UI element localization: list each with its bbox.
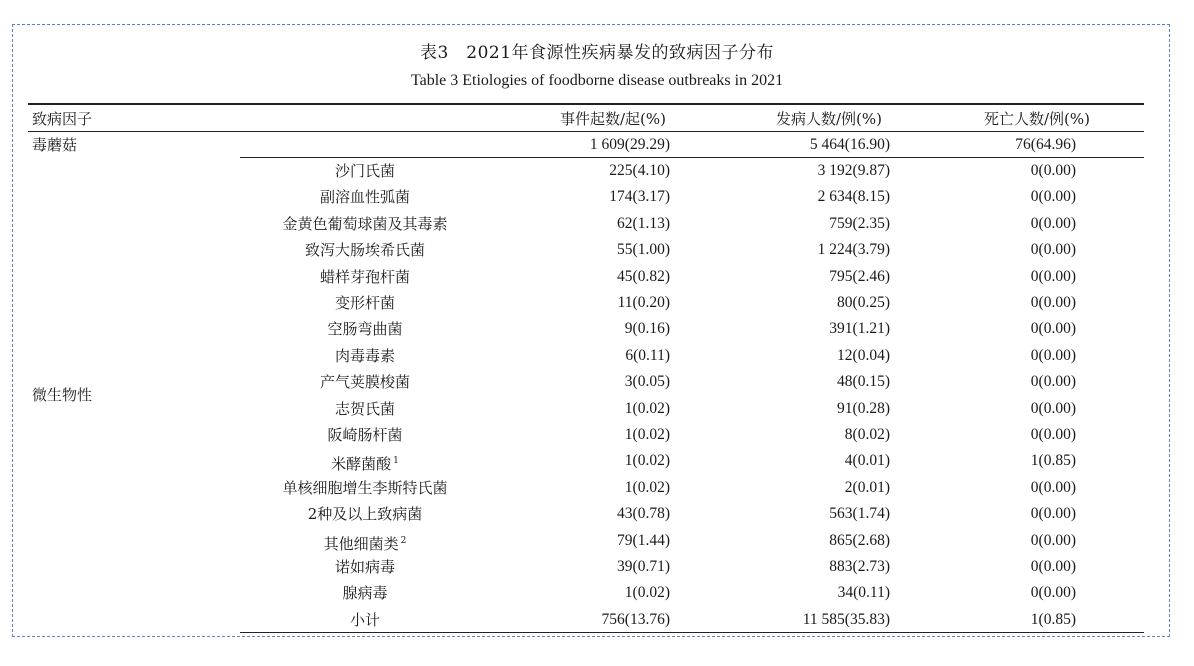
row-events: 45(0.82) (617, 267, 670, 285)
row-name (240, 319, 490, 339)
row-name (240, 187, 490, 207)
row-name-text: 变形杆菌 (334, 294, 395, 312)
row-deaths: 0(0.00) (1030, 478, 1076, 496)
row-name (240, 478, 490, 498)
footnote-marker: 1 (393, 456, 399, 467)
row-deaths: 0(0.00) (1030, 399, 1076, 417)
row-name (240, 583, 490, 603)
row-events: 225(4.10) (609, 162, 670, 179)
row-name-text: 腺病毒 (342, 584, 388, 603)
row-name-text: 金黄色葡萄球菌及其毒素 (282, 214, 448, 233)
row-name (240, 557, 490, 577)
row-events: 3(0.05) (624, 373, 670, 391)
mushroom-events: 1 609(29.29) (589, 136, 670, 153)
row-deaths: 0(0.00) (1030, 188, 1076, 206)
row-events: 1(0.02) (624, 399, 670, 417)
header-events: 事件起数/起(%) (560, 110, 667, 128)
row-cases: 865(2.68) (829, 531, 890, 549)
row-events: 62(1.13) (617, 214, 670, 232)
row-deaths: 0(0.00) (1030, 426, 1076, 443)
mushroom-cases: 5 464(16.90) (809, 136, 890, 153)
row-deaths: 0(0.00) (1030, 241, 1076, 259)
row-cases: 91(0.28) (837, 399, 890, 417)
row-deaths: 1(0.85) (1030, 452, 1076, 470)
row-cases: 34(0.11) (837, 584, 890, 602)
row-name-text: 小计 (349, 610, 380, 629)
row-deaths: 0(0.00) (1030, 346, 1076, 364)
row-name-text: 蜡样芽孢杆菌 (319, 267, 410, 286)
mushroom-label: 毒蘑菇 (32, 136, 78, 154)
row-name (240, 451, 490, 474)
row-name-text: 产气荚膜梭菌 (319, 373, 410, 392)
row-name-text: 肉毒毒素 (334, 346, 395, 365)
row-name (240, 346, 490, 366)
row-cases: 1 224(3.79) (817, 241, 890, 259)
row-deaths: 0(0.00) (1030, 531, 1076, 549)
row-name-text: 其他细菌类 (323, 534, 399, 553)
table-title-en: Table 3 Etiologies of foodborne disease outbreaks in 2021 (410, 72, 784, 89)
footnote-marker: 2 (400, 535, 407, 546)
row-events: 756(13.76) (601, 610, 670, 628)
row-name (240, 425, 490, 445)
mushroom-rule (240, 157, 1144, 158)
row-deaths: 0(0.00) (1030, 320, 1076, 338)
row-deaths: 0(0.00) (1030, 267, 1076, 285)
row-deaths: 0(0.00) (1030, 214, 1076, 232)
row-deaths: 0(0.00) (1030, 294, 1076, 311)
row-deaths: 1(0.85) (1030, 610, 1076, 628)
row-cases: 80(0.25) (837, 294, 890, 311)
row-name-text: 2种及以上致病菌 (307, 505, 423, 524)
header-rule (28, 131, 1144, 132)
row-events: 9(0.16) (624, 320, 670, 338)
row-name (240, 161, 490, 181)
row-cases: 563(1.74) (829, 505, 890, 523)
row-name (240, 372, 490, 392)
row-events: 1(0.02) (624, 478, 670, 496)
row-cases: 11 585(35.83) (802, 610, 890, 628)
row-name-text: 沙门氏菌 (334, 162, 395, 180)
mushroom-deaths: 76(64.96) (1015, 136, 1076, 153)
row-cases: 391(1.21) (829, 320, 890, 338)
header-deaths: 死亡人数/例(%) (984, 110, 1091, 128)
row-events: 1(0.02) (624, 452, 670, 470)
row-name-text: 空肠弯曲菌 (327, 320, 403, 339)
row-deaths: 0(0.00) (1030, 373, 1076, 391)
header-cases: 发病人数/例(%) (776, 110, 883, 128)
row-cases: 12(0.04) (837, 346, 890, 364)
row-name-text: 志贺氏菌 (334, 399, 395, 418)
row-events: 174(3.17) (609, 188, 670, 206)
row-name-text: 致泻大肠埃希氏菌 (304, 241, 425, 260)
row-deaths: 0(0.00) (1030, 162, 1076, 179)
row-name-text: 诺如病毒 (334, 558, 395, 576)
row-name (240, 267, 490, 287)
top-rule (28, 103, 1144, 105)
row-events: 6(0.11) (625, 346, 670, 364)
bottom-rule (240, 632, 1144, 633)
table-title-cn: 表3 2021年食源性疾病暴发的致病因子分布 (419, 43, 775, 63)
row-deaths: 0(0.00) (1030, 558, 1076, 575)
row-name-text: 阪崎肠杆菌 (327, 426, 403, 444)
row-deaths: 0(0.00) (1030, 584, 1076, 602)
header-factor: 致病因子 (32, 110, 93, 128)
row-name-text: 副溶血性弧菌 (319, 188, 410, 207)
row-cases: 759(2.35) (829, 214, 890, 232)
row-cases: 2(0.01) (844, 478, 890, 496)
row-cases: 8(0.02) (844, 426, 890, 443)
row-name (240, 293, 490, 313)
row-cases: 4(0.01) (844, 452, 890, 470)
row-cases: 883(2.73) (829, 558, 890, 575)
row-events: 79(1.44) (617, 531, 670, 549)
row-name (240, 610, 490, 630)
row-deaths: 0(0.00) (1030, 505, 1076, 523)
row-events: 1(0.02) (624, 426, 670, 443)
row-name (240, 531, 490, 554)
row-name-text: 单核细胞增生李斯特氏菌 (282, 478, 448, 497)
row-events: 55(1.00) (617, 241, 670, 259)
row-cases: 795(2.46) (829, 267, 890, 285)
row-name (240, 399, 490, 419)
row-name (240, 240, 490, 260)
row-cases: 48(0.15) (837, 373, 890, 391)
row-events: 39(0.71) (617, 558, 670, 575)
row-name-text: 米酵菌酸 (331, 455, 392, 474)
microbial-label: 微生物性 (32, 386, 93, 404)
row-cases: 2 634(8.15) (817, 188, 890, 206)
row-events: 11(0.20) (617, 294, 670, 311)
row-name (240, 214, 490, 234)
row-events: 43(0.78) (617, 505, 670, 523)
row-cases: 3 192(9.87) (817, 162, 890, 179)
row-events: 1(0.02) (624, 584, 670, 602)
row-name (240, 504, 490, 524)
